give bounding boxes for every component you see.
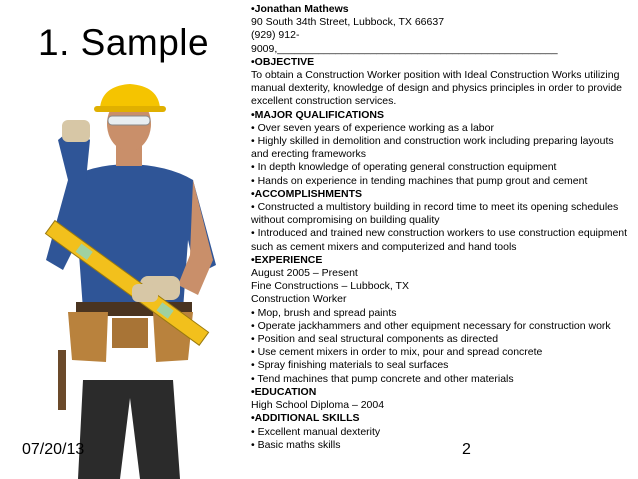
accomplishment-item: • Introduced and trained new construction workers to use construction equipment such as cement mixers and computerized and hand tools <box>251 227 628 253</box>
experience-heading: •EXPERIENCE <box>251 253 323 266</box>
candidate-name: •Jonathan Mathews <box>251 3 349 15</box>
address: 90 South 34th Street, Lubbock, TX 66637 <box>251 16 445 29</box>
skill-item: • Basic maths skills <box>251 438 341 451</box>
accomplishments-heading: •ACCOMPLISHMENTS <box>251 187 363 200</box>
experience-item: • Position and seal structural components as directed <box>251 333 499 346</box>
qualifications-heading: •MAJOR QUALIFICATIONS <box>251 108 384 121</box>
skill-item: • Excellent manual dexterity <box>251 425 381 438</box>
phone-line-1: (929) 912- <box>251 29 300 42</box>
accomplishment-item: • Constructed a multistory building in record time to meet its opening schedules without compromising on building quality <box>251 201 619 227</box>
experience-item: • Tend machines that pump concrete and other materials <box>251 372 514 385</box>
resume-content <box>251 3 631 452</box>
hard-hat <box>100 84 160 108</box>
education-degree: High School Diploma – 2004 <box>251 399 385 412</box>
experience-item: • Spray finishing materials to seal surfaces <box>251 359 449 372</box>
slide-title: 1. Sample <box>38 22 210 63</box>
slide-date: 07/20/13 <box>22 441 85 458</box>
pants <box>78 380 180 479</box>
qualification-item: • Hands on experience in tending machines that pump grout and cement <box>251 174 588 187</box>
experience-item: • Operate jackhammers and other equipment necessary for construction work <box>251 319 611 332</box>
experience-dates: August 2005 – Present <box>251 267 358 280</box>
objective-heading: •OBJECTIVE <box>251 55 315 68</box>
qualification-item: • Over seven years of experience working as a labor <box>251 121 494 134</box>
experience-role: Construction Worker <box>251 293 347 306</box>
qualification-item: • Highly skilled in demolition and construction work including preparing layouts and erecting frameworks <box>251 135 614 161</box>
safety-glasses <box>108 116 150 125</box>
experience-company: Fine Constructions – Lubbock, TX <box>251 280 409 293</box>
phone-line-2: 9009,________________________________________________ <box>251 42 558 55</box>
experience-item: • Use cement mixers in order to mix, pour and spread concrete <box>251 346 543 359</box>
experience-item: • Mop, brush and spread paints <box>251 306 397 319</box>
construction-worker-photo <box>28 80 240 479</box>
skills-heading: •ADDITIONAL SKILLS <box>251 412 360 425</box>
education-heading: •EDUCATION <box>251 385 317 398</box>
page-number: 2 <box>462 441 471 458</box>
qualification-item: • In depth knowledge of operating general construction equipment <box>251 161 557 174</box>
objective-text: To obtain a Construction Worker position with Ideal Construction Works utilizing manual dexterity, knowledge of design and physics principles in order to provide excellent construction services. <box>251 69 623 108</box>
